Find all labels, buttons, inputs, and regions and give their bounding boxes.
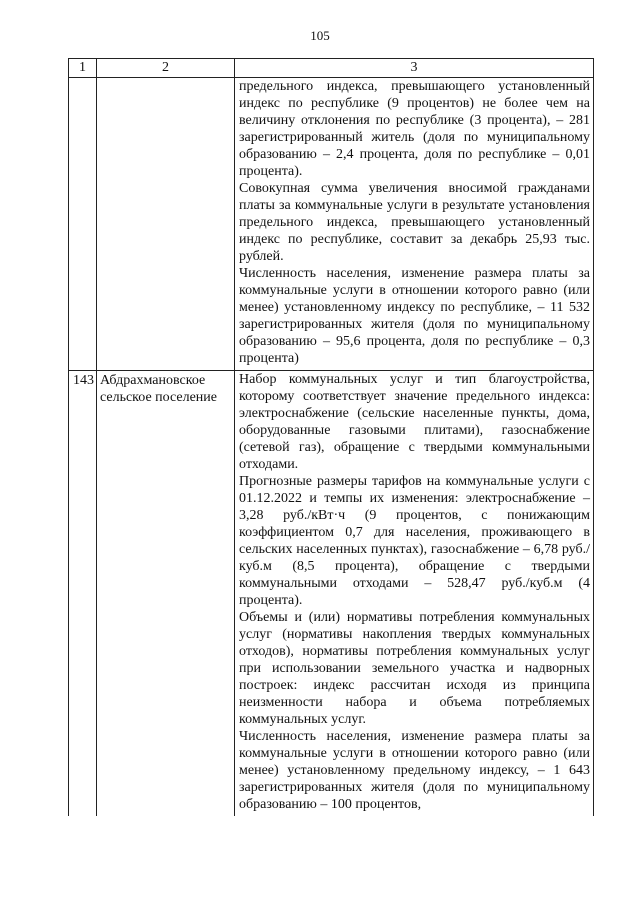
paragraph: Прогнозные размеры тарифов на коммунальные услуги с 01.12.2022 и темпы их изменения: электроснабжение – 3,28 руб./кВт·ч (9 процентов, с понижающим коэффициентом 0,7 для населения, проживающего в сельских населенных пунктах), газоснабжение – 6,78 руб./куб.м (8,5 процента), обращение с твердыми коммунальными отходами – 528,47 руб./куб.м (4 процента). bbox=[239, 474, 590, 608]
settlement-name-cell bbox=[97, 78, 235, 371]
table-header-row bbox=[69, 59, 594, 78]
description-cell bbox=[235, 371, 594, 817]
row-number-cell bbox=[69, 78, 97, 371]
table-row-143 bbox=[69, 371, 594, 817]
paragraph: предельного индекса, превышающего установленный индекс по республике (9 процентов) не более чем на величину отклонения по республике (3 процента), – 281 зарегистрированный житель (доля по муниципальному образованию – 2,4 процента, доля по республике – 0,01 процента). bbox=[239, 79, 590, 179]
paragraph: Численность населения, изменение размера платы за коммунальные услуги в отношении которого равно (или менее) установленному индексу по республике, – 11 532 зарегистрированных жителя (доля по муниципальному образованию – 95,6 процента, доля по республике – 0,3 процента) bbox=[239, 266, 590, 366]
column-header-2: 2 bbox=[97, 59, 235, 78]
paragraph: Набор коммунальных услуг и тип благоустройства, которому соответствует значение предельного индекса: электроснабжение (сельские населенные пункты, дома, оборудованные газовыми плитами), газоснабжение (сетевой газ), обращение с твердыми коммунальными отходами. bbox=[239, 372, 590, 472]
table-row-continued bbox=[69, 78, 594, 371]
description-cell bbox=[235, 78, 594, 371]
settlement-name-cell: Абдрахмановское сельское поселение bbox=[97, 371, 235, 817]
column-header-1: 1 bbox=[69, 59, 97, 78]
row-number-cell: 143 bbox=[69, 371, 97, 817]
paragraph: Объемы и (или) нормативы потребления коммунальных услуг (нормативы накопления твердых коммунальных отходов), нормативы потребления коммунальных услуг при использовании земельного участка и надворных построек: индекс рассчитан исходя из принципа неизменности набора и объема потребляемых коммунальных услуг. bbox=[239, 610, 590, 727]
column-header-3: 3 bbox=[235, 59, 594, 78]
paragraph: Совокупная сумма увеличения вносимой гражданами платы за коммунальные услуги в результате установления предельного индекса, превышающего установленный индекс по республике, составит за декабрь 25,93 тыс. рублей. bbox=[239, 181, 590, 264]
municipal-index-table bbox=[68, 58, 594, 816]
page-number: 105 bbox=[310, 28, 330, 43]
paragraph: Численность населения, изменение размера платы за коммунальные услуги в отношении которого равно (или менее) установленному предельному индексу, – 1 643 зарегистрированных жителя (доля по муниципальному образованию – 100 процентов, bbox=[239, 729, 590, 812]
